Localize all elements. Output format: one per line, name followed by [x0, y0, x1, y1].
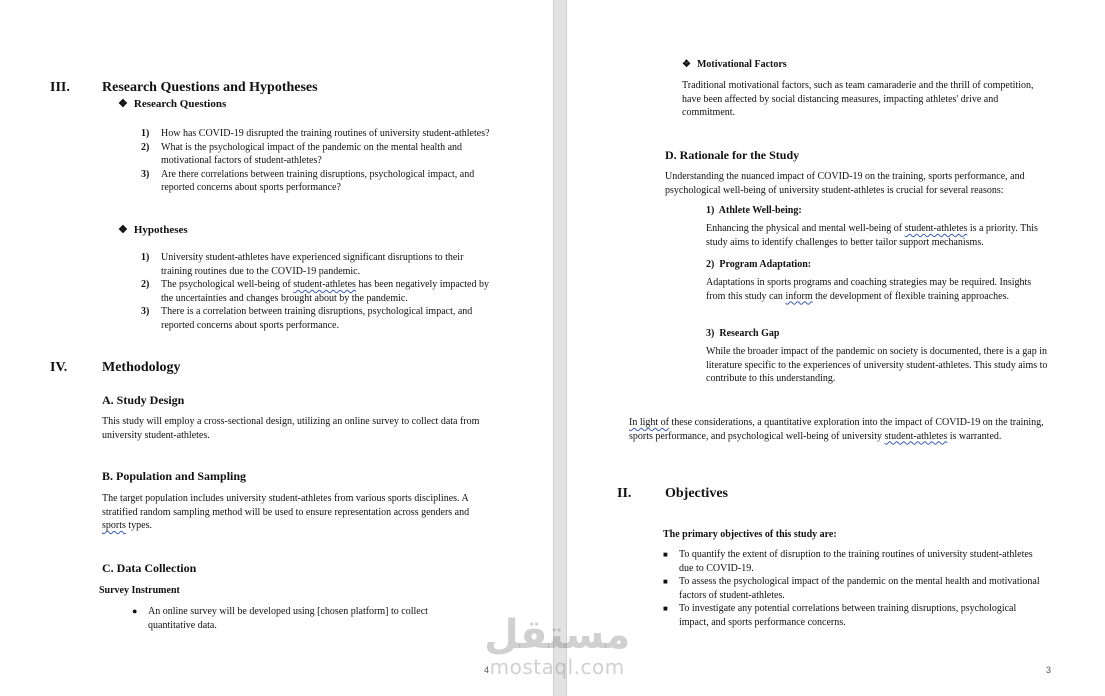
motivational-factors-heading: ❖ Motivational Factors	[682, 59, 787, 70]
page-gap	[553, 0, 567, 696]
section-title-objectives: Objectives	[665, 486, 728, 501]
reason-title: 3) Research Gap	[706, 328, 780, 339]
rationale-intro-paragraph: Understanding the nuanced impact of COVID-19 on the training, sports performance, and psychological well-being of university student-athletes is crucial for several reasons:	[665, 171, 1025, 196]
research-questions-list	[141, 127, 493, 195]
bullet-dot-icon: ●	[132, 606, 138, 616]
square-bullet-icon: ■	[663, 577, 668, 586]
list-item: ● An online survey will be developed using [chosen platform] to collect quantitative data.	[132, 606, 428, 631]
list-item: ■ To investigate any potential correlations between training disruptions, psychological impact, and sports performance concerns.	[663, 603, 1017, 628]
objectives-list	[663, 548, 1048, 629]
research-questions-heading: ❖ Research Questions	[118, 98, 227, 110]
spellcheck-flagged-word[interactable]: student-athletes	[293, 279, 356, 290]
reason-title: 1) Athlete Well-being:	[706, 205, 802, 216]
page-number: 3	[1046, 665, 1052, 675]
page-number: 4	[484, 665, 490, 675]
subsection-title-rationale: D. Rationale for the Study	[665, 148, 800, 162]
square-bullet-icon: ■	[663, 550, 668, 559]
list-item: ■ To quantify the extent of disruption to the training routines of university student-athletes due to COVID-19.	[663, 549, 1033, 574]
reason-text: While the broader impact of the pandemic on society is documented, there is a gap in literature specific to the experiences of university student-athletes. This study aims to contribute to this understanding.	[706, 346, 1048, 384]
list-item: 3) There is a correlation between training disruptions, psychological impact, and reported concerns about sports performance.	[141, 306, 473, 331]
data-collection-list	[132, 605, 467, 632]
motivational-factors-paragraph: Traditional motivational factors, such as team camaraderie and the thrill of competition, have been affected by social distancing measures, impacting athletes' drive and commitment.	[682, 80, 1034, 118]
hypotheses-list	[141, 251, 493, 332]
conclusion-paragraph: In light of these considerations, a quantitative exploration into the impact of COVID-19 on the training, sports performance, and psychological well-being of university student-athletes is warranted.	[629, 417, 1044, 442]
spellcheck-flagged-word[interactable]: sports	[102, 520, 126, 531]
diamond-bullet-icon: ❖	[118, 224, 128, 236]
subsection-title-population: B. Population and Sampling	[102, 469, 247, 483]
spellcheck-flagged-word[interactable]: inform	[785, 290, 813, 302]
reason-program-adaptation	[706, 259, 1036, 303]
spellcheck-flagged-word[interactable]: In light of	[629, 417, 669, 428]
reason-text: Adaptations in sports programs and coaching strategies may be required. Insights from this study can inform the development of flexible training approaches.	[706, 277, 1032, 302]
diamond-bullet-icon: ❖	[682, 59, 691, 70]
watermark-arabic-text: مستقل	[484, 612, 631, 658]
list-item: 1) How has COVID-19 disrupted the training routines of university student-athletes?	[141, 128, 490, 139]
section-numeral: III.	[50, 80, 70, 95]
section-numeral: IV.	[50, 360, 68, 375]
list-item: 2) What is the psychological impact of the pandemic on the mental health and motivational factors of student-athletes?	[141, 141, 463, 166]
spellcheck-flagged-word[interactable]: student-athletes	[904, 223, 968, 234]
section-title-methodology: Methodology	[102, 360, 181, 375]
population-paragraph: The target population includes university student-athletes from various sports disciplines. A stratified random sampling method will be used to ensure representation across genders and sports types.	[102, 493, 470, 531]
square-bullet-icon: ■	[663, 604, 668, 613]
list-item: 2) The psychological well-being of student-athletes has been negatively impacted by the uncertainties and changes brought about by the pandemic.	[141, 279, 489, 304]
list-item: 3) Are there correlations between training disruptions, psychological impact, and reported concerns about sports performance?	[141, 168, 475, 193]
diamond-bullet-icon: ❖	[118, 98, 128, 110]
objectives-lead: The primary objectives of this study are:	[663, 529, 837, 540]
list-item: 1) University student-athletes have experienced significant disruptions to their training routines due to the COVID-19 pandemic.	[141, 252, 464, 277]
section-numeral: II.	[617, 486, 632, 501]
study-design-paragraph: This study will employ a cross-sectional design, utilizing an online survey to collect data from university student-athletes.	[102, 416, 480, 441]
subsection-title-data-collection: C. Data Collection	[102, 561, 197, 575]
spellcheck-flagged-word[interactable]: student-athletes	[884, 430, 948, 442]
section-title-research-questions: Research Questions and Hypotheses	[102, 80, 318, 95]
reason-text: Enhancing the physical and mental well-being of student-athletes is a priority. This study aims to identify challenges to better tailor support mechanisms.	[706, 223, 1038, 248]
list-item: ■ To assess the psychological impact of the pandemic on the mental health and motivational factors of student-athletes.	[663, 576, 1040, 601]
subsection-title-study-design: A. Study Design	[102, 393, 185, 407]
reason-title: 2) Program Adaptation:	[706, 259, 812, 270]
hypotheses-heading: ❖ Hypotheses	[118, 224, 188, 236]
document-page-right	[567, 0, 1105, 696]
survey-instrument-heading: Survey Instrument	[99, 585, 180, 596]
watermark-latin-text: mostaql.com	[489, 655, 625, 679]
reason-athlete-wellbeing	[706, 205, 1051, 249]
reason-research-gap	[706, 328, 1051, 386]
